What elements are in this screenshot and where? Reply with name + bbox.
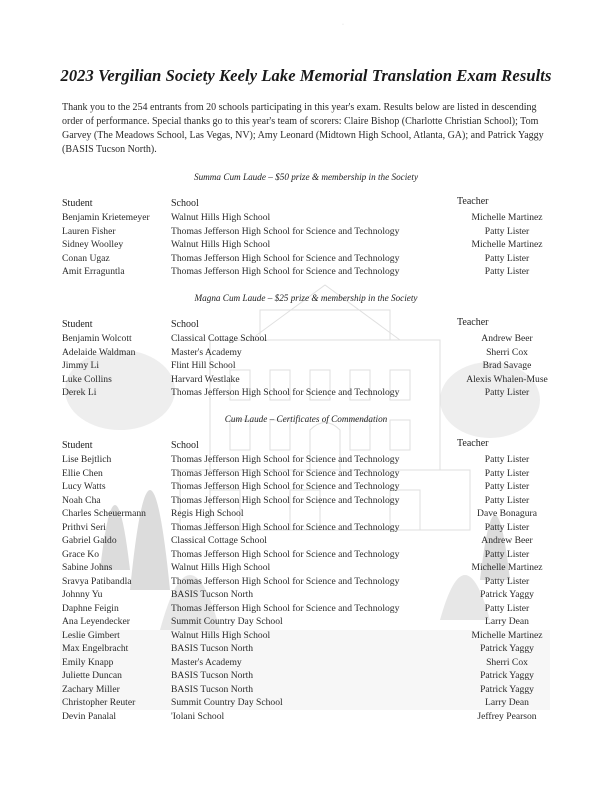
student-name: Noah Cha (62, 494, 101, 506)
school-name: Thomas Jefferson High School for Science and Technology (171, 575, 400, 587)
table-row (0, 387, 612, 401)
teacher-name: Patrick Yaggy (480, 670, 534, 681)
table-row (0, 697, 612, 711)
student-name: Lucy Watts (62, 481, 106, 492)
teacher-name: Patty Lister (484, 252, 530, 264)
school-name: Flint Hill School (171, 360, 236, 371)
table-row (0, 576, 612, 590)
teacher-name: Dave Bonagura (477, 508, 537, 519)
student-name: Gabriel Galdo (62, 535, 117, 546)
teacher-name: Sherri Cox (486, 346, 528, 358)
student-name: Christopher Reuter (62, 697, 136, 708)
teacher-name: Patty Lister (484, 602, 530, 614)
school-name: Classical Cottage School (171, 535, 267, 546)
column-header-school: School (171, 440, 199, 451)
column-header-student: Student (62, 198, 93, 209)
page-title: 2023 Vergilian Society Keely Lake Memorial Translation Exam Results (60, 66, 552, 85)
student-name: Benjamin Wolcott (62, 333, 132, 344)
student-name: Grace Ko (62, 548, 100, 560)
student-name: Juliette Duncan (62, 670, 122, 681)
student-name: Lauren Fisher (62, 225, 116, 237)
teacher-name: Alexis Whalen-Muse (466, 373, 548, 385)
teacher-name: Sherri Cox (486, 656, 528, 668)
table-row (0, 239, 612, 253)
table-row (0, 616, 612, 630)
teacher-name: Patty Lister (484, 494, 530, 506)
school-name: Walnut Hills High School (171, 239, 271, 250)
section-heading: Summa Cum Laude – $50 prize & membership in the Society (193, 172, 419, 182)
school-name: BASIS Tucson North (171, 589, 254, 600)
school-name: Regis High School (171, 508, 244, 519)
school-name: Walnut Hills High School (171, 562, 271, 573)
student-name: Sidney Woolley (62, 239, 124, 250)
table-row (0, 454, 612, 468)
table-row (0, 522, 612, 536)
school-name: Thomas Jefferson High School for Science and Technology (171, 454, 400, 465)
section-heading: Cum Laude – Certificates of Commendation (224, 414, 388, 424)
school-name: Thomas Jefferson High School for Science and Technology (171, 548, 400, 560)
student-name: Emily Knapp (62, 656, 114, 668)
school-name: Summit Country Day School (171, 697, 283, 708)
table-row (0, 643, 612, 657)
school-name: Thomas Jefferson High School for Science and Technology (171, 521, 400, 533)
teacher-name: Michelle Martinez (471, 629, 543, 641)
teacher-name: Michelle Martinez (471, 562, 543, 573)
school-name: Thomas Jefferson High School for Science and Technology (171, 266, 400, 277)
student-name: Daphne Feigin (62, 602, 119, 614)
table-row (0, 333, 612, 347)
table-row (0, 670, 612, 684)
school-name: Walnut Hills High School (171, 212, 271, 223)
school-name: BASIS Tucson North (171, 683, 254, 695)
teacher-name: Patty Lister (484, 575, 530, 587)
teacher-name: Michelle Martinez (471, 239, 543, 250)
school-name: BASIS Tucson North (171, 670, 254, 681)
table-row (0, 468, 612, 482)
table-row (0, 347, 612, 361)
column-header-school: School (171, 198, 199, 209)
table-row (0, 562, 612, 576)
school-name: Master's Academy (171, 656, 242, 668)
scan-mark: · (342, 22, 344, 28)
student-name: Jimmy Li (62, 360, 100, 371)
teacher-name: Patrick Yaggy (480, 683, 534, 695)
school-name: Harvard Westlake (171, 373, 240, 385)
table-row (0, 535, 612, 549)
table-row (0, 226, 612, 240)
school-name: Classical Cottage School (171, 333, 267, 344)
school-name: Master's Academy (171, 346, 242, 358)
student-name: Max Engelbracht (62, 643, 129, 654)
teacher-name: Patty Lister (484, 467, 530, 479)
teacher-name: Patty Lister (484, 548, 530, 560)
student-name: Amit Erraguntla (62, 266, 125, 277)
student-name: Prithvi Seri (62, 521, 106, 533)
school-name: Thomas Jefferson High School for Science and Technology (171, 602, 400, 614)
student-name: Luke Collins (62, 373, 112, 385)
school-name: Walnut Hills High School (171, 629, 271, 641)
column-header-teacher: Teacher (457, 438, 489, 449)
student-name: Charles Scheuermann (62, 508, 146, 519)
school-name: 'Iolani School (171, 710, 225, 722)
school-name: Thomas Jefferson High School for Science and Technology (171, 481, 400, 492)
student-name: Ana Leyendecker (62, 616, 130, 627)
teacher-name: Andrew Beer (481, 535, 533, 546)
table-row (0, 266, 612, 280)
table-row (0, 711, 612, 725)
teacher-name: Patty Lister (484, 387, 530, 398)
student-name: Johnny Yu (62, 589, 103, 600)
student-name: Benjamin Krietemeyer (62, 212, 150, 223)
teacher-name: Patty Lister (484, 481, 530, 492)
student-name: Lise Bejtlich (62, 454, 112, 465)
school-name: Thomas Jefferson High School for Science and Technology (171, 467, 400, 479)
student-name: Sabine Johns (62, 562, 113, 573)
school-name: Thomas Jefferson High School for Science and Technology (171, 225, 400, 237)
table-row (0, 684, 612, 698)
student-name: Ellie Chen (62, 467, 103, 479)
student-name: Derek Li (62, 387, 97, 398)
teacher-name: Brad Savage (482, 360, 532, 371)
teacher-name: Patty Lister (484, 521, 530, 533)
school-name: Summit Country Day School (171, 616, 283, 627)
table-row (0, 374, 612, 388)
school-name: Thomas Jefferson High School for Science and Technology (171, 494, 400, 506)
student-name: Sravya Patibandla (62, 575, 132, 587)
table-row (0, 549, 612, 563)
table-row (0, 630, 612, 644)
teacher-name: Patty Lister (484, 454, 530, 465)
teacher-name: Patty Lister (484, 266, 530, 277)
table-row (0, 508, 612, 522)
column-header-teacher: Teacher (457, 196, 489, 207)
school-name: BASIS Tucson North (171, 643, 254, 654)
school-name: Thomas Jefferson High School for Science and Technology (171, 387, 400, 398)
teacher-name: Larry Dean (485, 616, 529, 627)
table-row (0, 603, 612, 617)
table-row (0, 481, 612, 495)
student-name: Zachary Miller (62, 683, 120, 695)
teacher-name: Jeffrey Pearson (477, 710, 537, 722)
column-header-student: Student (62, 440, 93, 451)
column-header-student: Student (62, 319, 93, 330)
section-heading: Magna Cum Laude – $25 prize & membership in the Society (194, 293, 418, 303)
student-name: Adelaide Waldman (62, 346, 136, 358)
table-row (0, 495, 612, 509)
table-row (0, 212, 612, 226)
table-row (0, 360, 612, 374)
teacher-name: Patty Lister (484, 225, 530, 237)
table-row (0, 253, 612, 267)
column-header-teacher: Teacher (457, 317, 489, 328)
column-header-school: School (171, 319, 199, 330)
student-name: Devin Panalal (62, 710, 117, 722)
teacher-name: Patrick Yaggy (480, 643, 534, 654)
table-row (0, 589, 612, 603)
teacher-name: Larry Dean (485, 697, 529, 708)
school-name: Thomas Jefferson High School for Science and Technology (171, 252, 400, 264)
intro-paragraph: Thank you to the 254 entrants from 20 schools participating in this year's exam. Results below are listed in descending order of performance. Special thanks go to this year's team of scorers: Claire Bishop (Charlotte Christian School); Tom Garvey (The Meadows School, Las Vegas, NV); Amy Leonard (Midtown High School, Atlanta, GA); and Patrick Yaggy (BASIS Tucson North). (62, 102, 544, 155)
student-name: Leslie Gimbert (62, 629, 120, 641)
teacher-name: Michelle Martinez (471, 212, 543, 223)
teacher-name: Patrick Yaggy (480, 589, 534, 600)
table-row (0, 657, 612, 671)
teacher-name: Andrew Beer (481, 333, 533, 344)
student-name: Conan Ugaz (62, 252, 110, 264)
